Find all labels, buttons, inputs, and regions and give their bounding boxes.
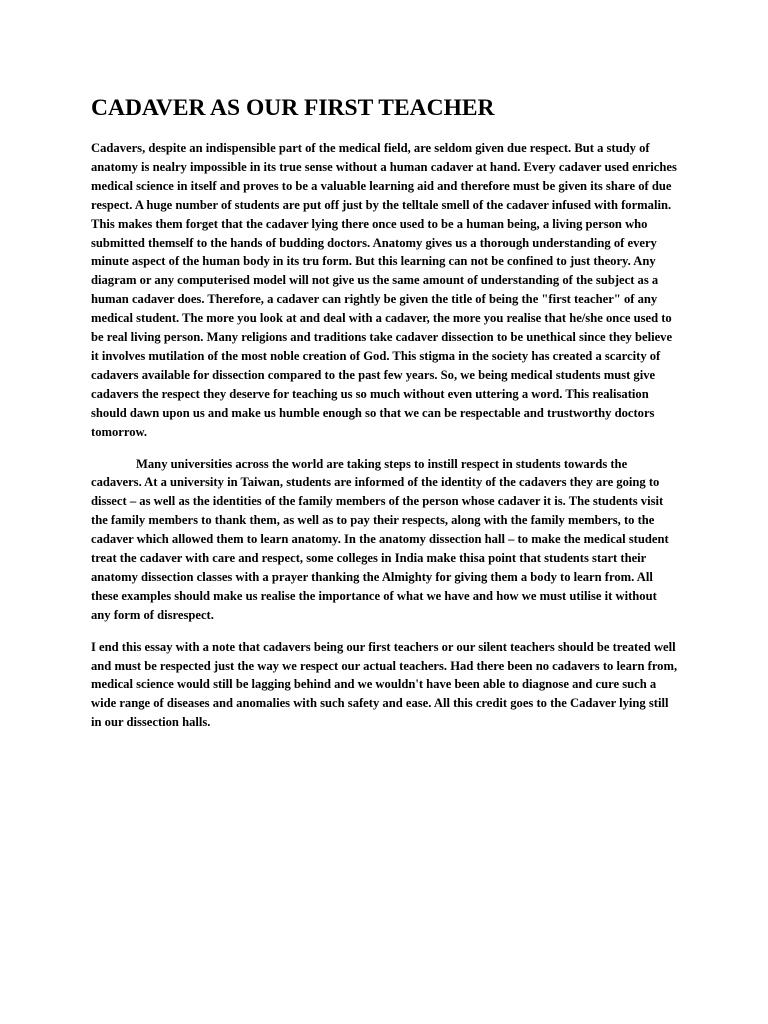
paragraph-3: I end this essay with a note that cadavers being our first teachers or our silent teachers should be treated well and must be respected just the way we respect our actual teachers. Had there been no cadavers to learn from, medical science would still be lagging behind and we wouldn't have been able to diagnose and cure such a wide range of diseases and anomalies with such safety and ease. All this credit goes to the Cadaver lying still in our dissection halls. — [91, 639, 678, 730]
document-body — [91, 93, 679, 745]
document-title: CADAVER AS OUR FIRST TEACHER — [91, 95, 495, 121]
paragraph-1: Cadavers, despite an indispensible part of the medical field, are seldom given due respect. But a study of anatomy is nealry impossible in its true sense without a human cadaver at hand. Every cadaver used enriches medical science in itself and proves to be a valuable learning aid and therefore must be given its share of due respect. A huge number of students are put off just by the telltale smell of the cadaver infused with formalin. This makes them forget that the cadaver lying there once used to be a human being, a living person who submitted themself to the hands of budding doctors. Anatomy gives us a thorough understanding of every minute aspect of the human body in its tru form. But this learning can not be confined to just theory. Any diagram or any computerised model will not give us the same amount of understanding of the subject as a human cadaver does. Therefore, a cadaver can rightly be given the title of being the "first teacher" of any medical student. The more you look at and deal with a cadaver, the more you realise that he/she once used to be real living person. Many religions and traditions take cadaver dissection to be unethical since they believe it involves mutilation of the most noble creation of God. This stigma in the society has created a scarcity of cadavers available for dissection compared to the past few years. So, we being medical students must give cadavers the respect they deserve for teaching us so much without even uttering a word. This realisation should dawn upon us and make us humble enough so that we can be respectable and trustworthy doctors tomorrow. — [91, 141, 677, 439]
paragraph-2: Many universities across the world are taking steps to instill respect in students towards the cadavers. At a university in Taiwan, students are informed of the identity of the cadavers they are going to dissect – as well as the identities of the family members of the person whose cadaver it is. The students visit the family members to thank them, as well as to pay their respects, along with the family members, to the cadaver which allowed them to learn anatomy. In the anatomy dissection hall – to make the medical student treat the cadaver with care and respect, some colleges in India make thisa point that students start their anatomy dissection classes with a prayer thanking the Almighty for giving them a body to learn from. All these examples should make us realise the importance of what we have and how we must utilise it without any form of disrespect. — [91, 456, 669, 622]
